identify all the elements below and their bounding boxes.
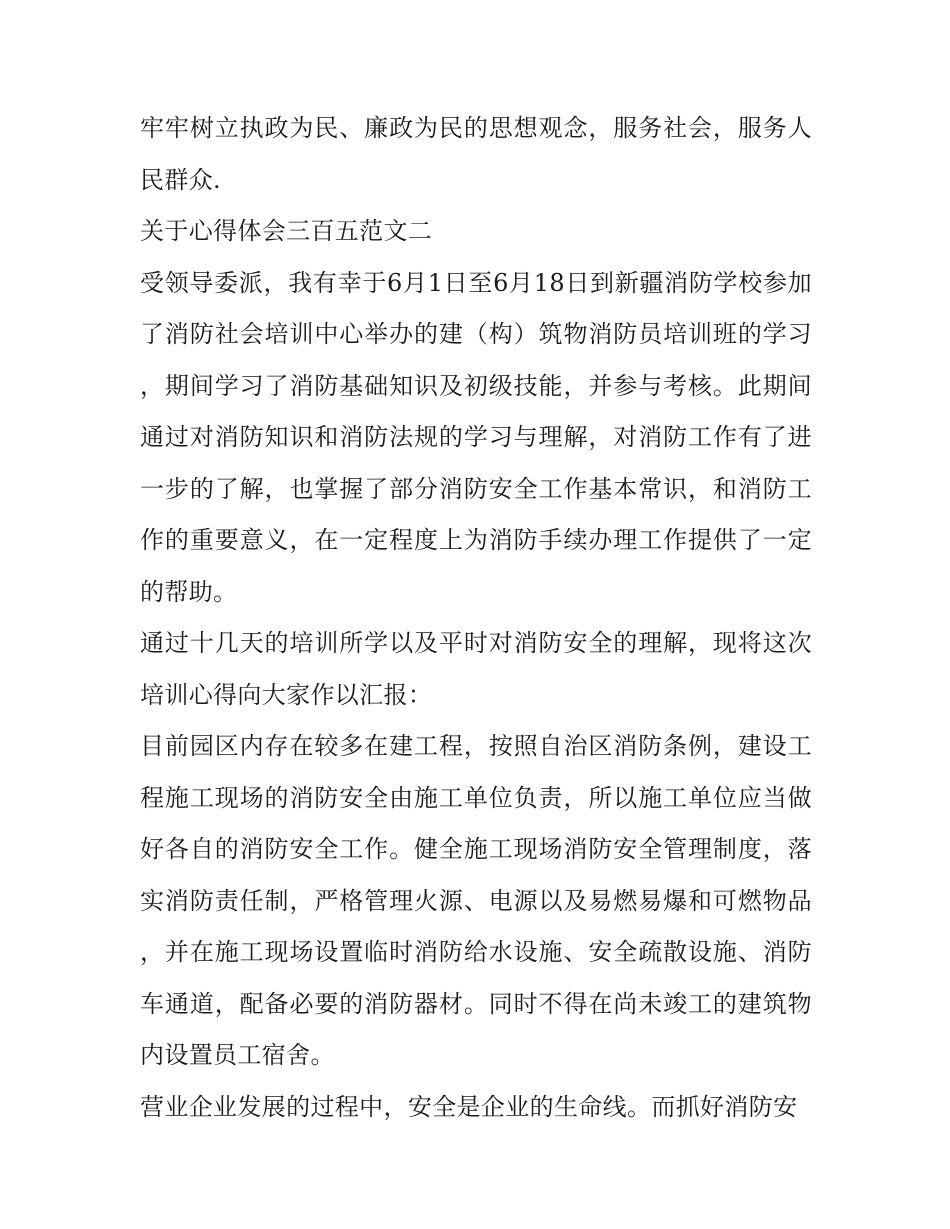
paragraph-construction-safety: 目前园区内存在较多在建工程，按照自治区消防条例，建设工程施工现场的消防安全由施工单位负责，所以施工单位应当做好各自的消防安全工作。健全施工现场消防安全管理制度，落实消防责任制，严格管理火源、电源以及易燃易爆和可燃物品，并在施工现场设置临时消防给水设施、安全疏散设施、消防车通道，配备必要的消防器材。同时不得在尚未竣工的建筑物内设置员工宿舍。: [140, 732, 812, 1069]
paragraph-service-people: 牢牢树立执政为民、廉政为民的思想观念，服务社会，服务人民群众.: [140, 114, 812, 194]
paragraph-training-intro: 受领导委派，我有幸于6月1日至6月18日到新疆消防学校参加了消防社会培训中心举办的建（构）筑物消防员培训班的学习，期间学习了消防基础知识及初级技能，并参与考核。此期间通过对消防知识和消防法规的学习与理解，对消防工作有了进一步的了解，也掌握了部分消防安全工作基本常识，和消防工作的重要意义，在一定程度上为消防手续办理工作提供了一定的帮助。: [140, 268, 812, 606]
section-heading: 关于心得体会三百五范文二: [140, 217, 433, 245]
paragraph-report-intro: 通过十几天的培训所学以及平时对消防安全的理解，现将这次培训心得向大家作以汇报：: [140, 629, 812, 709]
paragraph-enterprise-safety: 营业企业发展的过程中，安全是企业的生命线。而抓好消防安: [140, 1092, 798, 1121]
document-body: [140, 103, 812, 1133]
